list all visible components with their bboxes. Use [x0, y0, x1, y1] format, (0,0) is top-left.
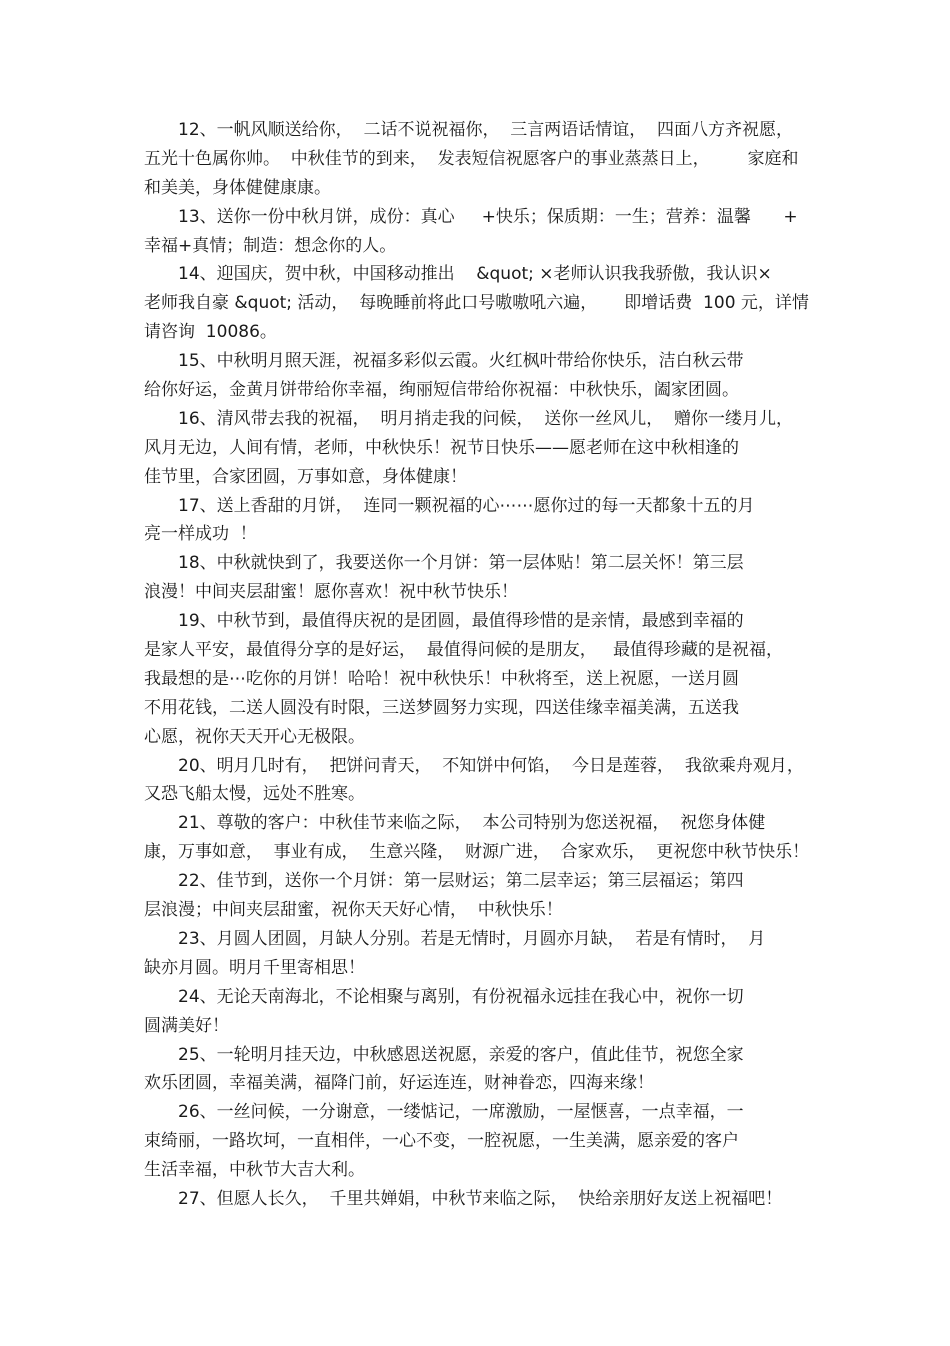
wish-paragraph: [144, 1098, 809, 1185]
paragraph-line: 23、月圆人团圆，月缺人分别。若是无情时，月圆亦月缺， 若是有情时， 月: [178, 928, 766, 949]
paragraph-line: 层浪漫；中间夹层甜蜜，祝你天天好心情， 中秋快乐！: [144, 900, 563, 921]
paragraph-line: 佳节里，合家团圆，万事如意，身体健康！: [144, 466, 467, 487]
wish-paragraph: [144, 809, 809, 867]
paragraph-line: 我最想的是⋯吃你的月饼！哈哈！祝中秋快乐！中秋将至，送上祝愿，一送月圆: [144, 668, 739, 689]
paragraph-line: 亮一样成功 ！: [144, 524, 257, 545]
paragraph-line: 束绮丽，一路坎坷，一直相伴，一心不变，一腔祝愿，一生美满，愿亲爱的客户: [144, 1131, 739, 1152]
wish-paragraph: [144, 492, 809, 550]
wish-paragraph: [144, 1185, 809, 1214]
wish-paragraph: [144, 983, 809, 1041]
wish-paragraph: [144, 867, 809, 925]
wish-paragraph: [144, 1041, 809, 1099]
paragraph-line: 17、送上香甜的月饼， 连同一颗祝福的心⋯⋯愿你过的每一天都象十五的月: [178, 495, 755, 516]
paragraph-line: 圆满美好！: [144, 1015, 229, 1036]
paragraph-line: 缺亦月圆。明月千里寄相思！: [144, 957, 365, 978]
paragraph-line: 15、中秋明月照天涯，祝福多彩似云霞。火红枫叶带给你快乐，洁白秋云带: [178, 351, 744, 372]
paragraph-line: 请咨询 10086。: [144, 322, 277, 343]
wish-paragraph: [144, 203, 809, 261]
paragraph-line: 欢乐团圆，幸福美满，福降门前，好运连连，财神眷恋，四海来缘！: [144, 1073, 654, 1094]
wish-paragraph: [144, 405, 809, 492]
wish-paragraph: [144, 752, 809, 810]
paragraph-line: 又恐飞船太慢，远处不胜寒。: [144, 784, 365, 805]
paragraph-line: 20、明月几时有， 把饼问青天， 不知饼中何馅， 今日是莲蓉， 我欲乘舟观月，: [178, 755, 804, 776]
paragraph-line: 12、一帆风顺送给你， 二话不说祝福你， 三言两语话情谊， 四面八方齐祝愿，: [178, 120, 794, 140]
wish-paragraph: [144, 347, 809, 405]
wish-paragraph: [144, 116, 809, 203]
wish-paragraph: [144, 607, 809, 751]
paragraph-line: 14、迎国庆，贺中秋，中国移动推出 &quot; ×老师认识我我骄傲，我认识×: [178, 264, 772, 285]
paragraph-line: 心愿，祝你天天开心无极限。: [144, 726, 365, 747]
paragraph-line: 22、佳节到，送你一个月饼：第一层财运；第二层幸运；第三层福运；第四: [178, 871, 744, 892]
wish-paragraph: [144, 925, 809, 983]
document-body: [144, 116, 809, 1214]
paragraph-line: 是家人平安，最值得分享的是好运， 最值得问候的是朋友， 最值得珍藏的是祝福，: [144, 640, 784, 661]
paragraph-line: 16、清风带去我的祝福， 明月捎走我的问候， 送你一丝风儿， 赠你一缕月儿，: [178, 408, 794, 429]
paragraph-line: 风月无边，人间有情，老师，中秋快乐！祝节日快乐——愿老师在这中秋相逢的: [144, 437, 739, 458]
paragraph-line: 25、一轮明月挂天边，中秋感恩送祝愿，亲爱的客户，值此佳节，祝您全家: [178, 1044, 744, 1065]
paragraph-line: 给你好运，金黄月饼带给你幸福，绚丽短信带给你祝福：中秋快乐，阖家团圆。: [144, 380, 739, 401]
paragraph-line: 18、中秋就快到了，我要送你一个月饼：第一层体贴！第二层关怀！第三层: [178, 553, 744, 574]
paragraph-line: 24、无论天南海北，不论相聚与离别，有份祝福永远挂在我心中，祝你一切: [178, 986, 744, 1007]
paragraph-line: 不用花钱，二送人圆没有时限，三送梦圆努力实现，四送佳缘幸福美满，五送我: [144, 697, 739, 718]
paragraph-line: 21、尊敬的客户：中秋佳节来临之际， 本公司特别为您送祝福， 祝您身体健: [178, 813, 766, 834]
paragraph-line: 27、但愿人长久， 千里共婵娟，中秋节来临之际， 快给亲朋好友送上祝福吧！: [178, 1188, 783, 1209]
paragraph-line: 生活幸福，中秋节大吉大利。: [144, 1160, 365, 1181]
paragraph-line: 13、送你一份中秋月饼，成份：真心 +快乐；保质期：一生；营养：温馨 +: [178, 206, 798, 227]
wish-paragraph: [144, 549, 809, 607]
wish-paragraph: [144, 260, 809, 347]
paragraph-line: 老师我自豪 &quot; 活动， 每晚睡前将此口号嗷嗷吼六遍， 即增话费 100 元，详情: [144, 293, 809, 314]
paragraph-line: 26、一丝问候，一分谢意，一缕惦记，一席激励，一屋惬喜，一点幸福，一: [178, 1102, 744, 1123]
paragraph-line: 浪漫！中间夹层甜蜜！愿你喜欢！祝中秋节快乐！: [144, 582, 518, 603]
paragraph-line: 康，万事如意， 事业有成， 生意兴隆， 财源广进， 合家欢乐， 更祝您中秋节快乐！: [144, 842, 810, 863]
paragraph-line: 幸福+真情；制造：想念你的人。: [144, 235, 397, 256]
paragraph-line: 和美美，身体健健康康。: [144, 177, 331, 198]
paragraph-line: 19、中秋节到，最值得庆祝的是团圆，最值得珍惜的是亲情，最感到幸福的: [178, 611, 744, 632]
paragraph-line: 五光十色属你帅。 中秋佳节的到来， 发表短信祝愿客户的事业蒸蒸日上， 家庭和: [144, 148, 799, 169]
